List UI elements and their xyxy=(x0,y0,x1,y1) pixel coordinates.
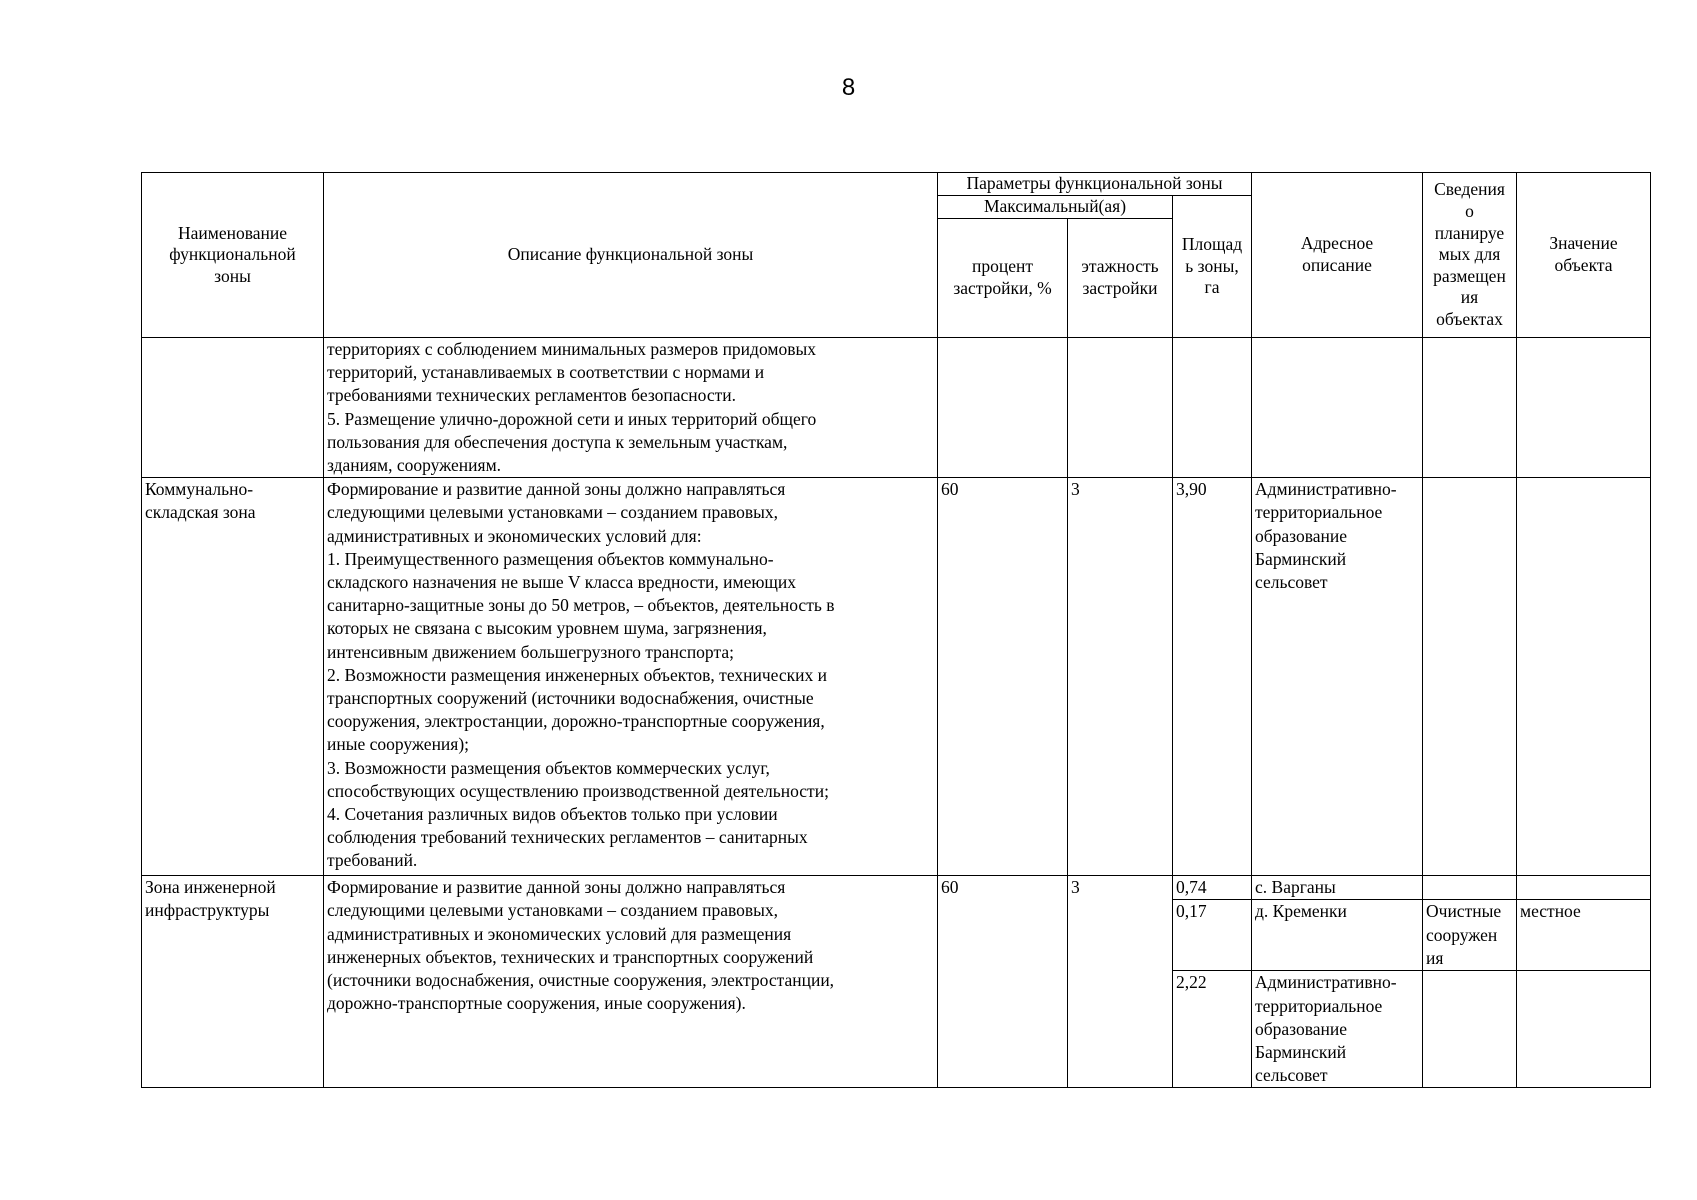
area-cell: 3,90 xyxy=(1173,478,1252,876)
header-floors: этажность застройки xyxy=(1068,219,1173,338)
header-description: Описание функциональной зоны xyxy=(324,173,938,338)
planned-objects-cell xyxy=(1423,971,1517,1088)
planned-objects-cell xyxy=(1423,338,1517,478)
zone-description-cell: Формирование и развитие данной зоны должно направляться следующими целевыми установками – созданием правовых, административных и экономических условий для: 1. Преимущественного размещения объектов коммунально- складского назначения не выше V класса вредности, имеющих санитарно-защитные зоны до 50 метров, – объектов, деятельность в которых не связана с высоким уровнем шума, загрязнения, интенсивным движением большегрузного транспорта; 2. Возможности размещения инженерных объектов, технических и транспортных сооружений (источники водоснабжения, очистные сооружения, электростанции, дорожно-транспортные сооружения, иные сооружения); 3. Возможности размещения объектов коммерческих услуг, способствующих осуществлению производственной деятельности; 4. Сочетания различных видов объектов только при условии соблюдения требований технических регламентов – санитарных требований. xyxy=(324,478,938,876)
significance-cell xyxy=(1517,876,1651,900)
zone-name-cell: Зона инженерной инфраструктуры xyxy=(142,876,324,1088)
building-percent-cell: 60 xyxy=(938,478,1068,876)
floors-cell xyxy=(1068,338,1173,478)
planned-objects-cell xyxy=(1423,478,1517,876)
header-params-group: Параметры функциональной зоны xyxy=(938,173,1252,196)
zone-description-cell: Формирование и развитие данной зоны должно направляться следующими целевыми установками – созданием правовых, административных и экономических условий для размещения инженерных объектов, технических и транспортных сооружений (источники водоснабжения, очистные сооружения, электростанции, дорожно-транспортные сооружения, иные сооружения). xyxy=(324,876,938,1088)
header-planned-objects: Сведения о планируе мых для размещен ия объектах xyxy=(1423,173,1517,338)
significance-cell: местное xyxy=(1517,900,1651,971)
header-address: Адресное описание xyxy=(1252,173,1423,338)
area-cell: 2,22 xyxy=(1173,971,1252,1088)
address-cell: Административно- территориальное образование Барминский сельсовет xyxy=(1252,478,1423,876)
zone-description-cell: территориях с соблюдением минимальных размеров придомовых территорий, устанавливаемых в соответствии с нормами и требованиями технических регламентов безопасности. 5. Размещение улично-дорожной сети и иных территорий общего пользования для обеспечения доступа к земельным участкам, зданиям, сооружениям. xyxy=(324,338,938,478)
functional-zones-table xyxy=(141,172,1651,1088)
zone-name-cell xyxy=(142,338,324,478)
building-percent-cell: 60 xyxy=(938,876,1068,1088)
planned-objects-cell: Очистные сооружен ия xyxy=(1423,900,1517,971)
floors-cell: 3 xyxy=(1068,478,1173,876)
address-cell: Административно- территориальное образование Барминский сельсовет xyxy=(1252,971,1423,1088)
area-cell xyxy=(1173,338,1252,478)
zone-name-cell: Коммунально- складская зона xyxy=(142,478,324,876)
address-cell: д. Кременки xyxy=(1252,900,1423,971)
floors-cell: 3 xyxy=(1068,876,1173,1088)
planned-objects-cell xyxy=(1423,876,1517,900)
header-maximum-group: Максимальный(ая) xyxy=(938,196,1173,219)
significance-cell xyxy=(1517,338,1651,478)
table-header xyxy=(142,173,1651,338)
area-cell: 0,74 xyxy=(1173,876,1252,900)
header-area: Площад ь зоны, га xyxy=(1173,196,1252,338)
page-number: 8 xyxy=(841,74,856,101)
address-cell: с. Варганы xyxy=(1252,876,1423,900)
table-row xyxy=(142,478,1651,876)
significance-cell xyxy=(1517,478,1651,876)
header-building-percent: процент застройки, % xyxy=(938,219,1068,338)
table-row xyxy=(142,876,1651,900)
address-cell xyxy=(1252,338,1423,478)
table-row xyxy=(142,338,1651,478)
table-body xyxy=(142,338,1651,1088)
header-significance: Значение объекта xyxy=(1517,173,1651,338)
area-cell: 0,17 xyxy=(1173,900,1252,971)
header-zone-name: Наименование функциональной зоны xyxy=(142,173,324,338)
significance-cell xyxy=(1517,971,1651,1088)
building-percent-cell xyxy=(938,338,1068,478)
